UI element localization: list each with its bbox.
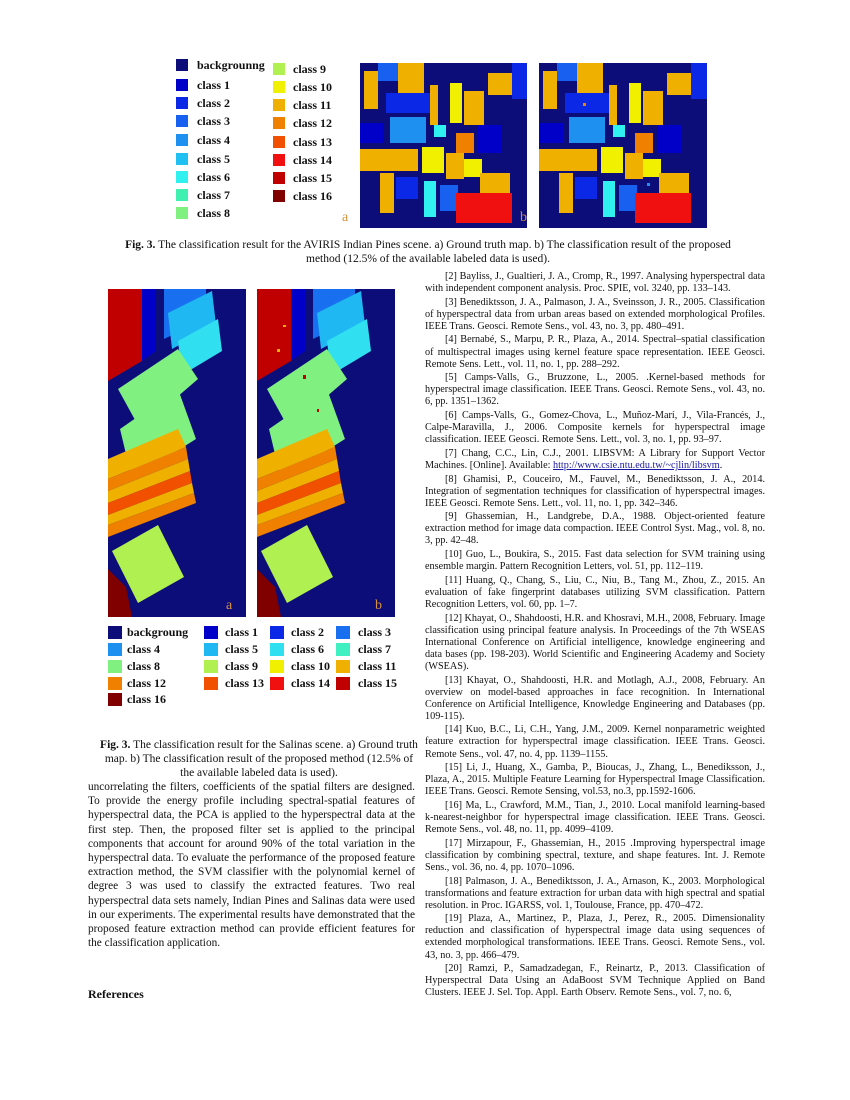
legend-label: class 10: [291, 659, 330, 673]
figure1-label-a: a: [342, 210, 349, 225]
legend-label: backgroung: [127, 625, 189, 639]
reference-item: [19] Plaza, A., Martinez, P., Plaza, J., Perez, R., 2005. Dimensionality reduction and classification of hyperspectral image data using sequences of extended morphological transformations. IEEE Trans. Geosci. Remote Sens., vol. 43, no. 3, pp. 466–479.: [425, 913, 765, 961]
figure1-caption: [108, 238, 748, 266]
legend-label: class 7: [358, 642, 391, 656]
legend-swatch: [108, 693, 122, 706]
legend-swatch: [176, 97, 188, 109]
legend-label: class 15: [358, 676, 397, 690]
legend-swatch: [273, 81, 285, 93]
legend-swatch: [336, 626, 350, 639]
legend-swatch: [273, 154, 285, 166]
legend-label: class 14: [293, 153, 332, 167]
legend-swatch: [204, 626, 218, 639]
reference-item: [3] Benediktsson, J. A., Palmason, J. A., Sveinsson, J. R., 2005. Classification of hyperspectral data from urban areas based on extended morphological Profiles. IEEE Trans. Geosci. Remote Sens., vol. 43, no. 3, pp. 480–491.: [425, 296, 765, 332]
figure1-caption-label: Fig. 3.: [125, 239, 156, 251]
reference-item: [20] Ramzi, P., Samadzadegan, F., Reinartz, P., 2013. Classification of Hyperspectral Data Using an AdaBoost SVM Technique Applied on Band Clusters. IEEE J. Sel. Top. Appl. Earth Observ. Remote Sens., vol. 7, no. 6,: [425, 963, 765, 999]
legend-label: class 2: [291, 625, 324, 639]
legend-label: class 7: [197, 188, 230, 202]
legend-label: class 5: [197, 152, 230, 166]
legend-swatch: [273, 136, 285, 148]
legend-label: class 11: [358, 659, 397, 673]
legend-label: class 14: [291, 676, 330, 690]
legend-label: class 13: [293, 135, 332, 149]
reference-item: [17] Mirzapour, F., Ghassemian, H., 2015 .Improving hyperspectral image classification by combining spectral, texture, and shape features. Int. J. Remote Sens., vol. 36, no. 4, pp. 1070–1096.: [425, 837, 765, 873]
legend-label: class 9: [225, 659, 258, 673]
indian-pines-ground-truth-map: [360, 63, 527, 228]
legend-label: class 9: [293, 62, 326, 76]
body-paragraph: uncorrelating the filters, coefficients of the spatial filters are designed. To provide the energy profile including spectral-spatial features of hyperspectral data, the PCA is applied to the hyperspectral data at the first step. Then, the proposed filter set is applied to the principal components that account for around 90% of the total variation in the hyperspectral data. To evaluate the performance of the proposed feature extraction method, the SVM classifier with the polynomial kernel of degree 3 was used to classify the extracted features. Two real hyperspectral data sets namely, Indian Pines and Salinas data were used in our experiments. The experimental results have demonstrated that the proposed feature extraction method can provide efficient features for the classification application.: [88, 781, 415, 950]
figure1-label-b: b: [520, 210, 527, 225]
reference-item: [425, 448, 765, 472]
reference-item: [16] Ma, L., Crawford, M.M., Tian, J., 2010. Local manifold learning-based k-nearest-neighbor for hyperspectral image classification. IEEE Trans. Geosci. Remote Sens., vol. 48, no. 11, pp. 4099–4109.: [425, 799, 765, 836]
legend-label: class 3: [358, 625, 391, 639]
legend-label: class 16: [127, 692, 166, 706]
legend-swatch: [270, 643, 284, 656]
legend-swatch: [273, 172, 285, 184]
legend-label: class 6: [197, 170, 230, 184]
legend-swatch: [204, 643, 218, 656]
legend-swatch: [176, 134, 188, 146]
reference-item: [8] Ghamisi, P., Couceiro, M., Fauvel, M., Benediktsson, J. A., 2014. Integration of segmentation techniques for classification of hyperspectral images. IEEE Geosci. Remote Sens. Lett., vol. 11, no. 1, pp. 342–346.: [425, 473, 765, 509]
figure2-caption-text: The classification result for the Salinas scene. a) Ground truth map. b) The classification result of the proposed method (12.5% of the available labeled data is used).: [104, 739, 418, 779]
legend-swatch: [273, 117, 285, 129]
legend-swatch: [176, 189, 188, 201]
legend-label: class 4: [127, 642, 160, 656]
references-list: [425, 271, 765, 1014]
legend-swatch: [273, 190, 285, 202]
reference-item: [4] Bernabé, S., Marpu, P. R., Plaza, A., 2014. Spectral–spatial classification of multispectral images using kernel feature space representation. IEEE Geosci. Remote Sens. Lett., vol. 11, no. 1, pp. 288–292.: [425, 334, 765, 370]
legend-label: class 13: [225, 676, 264, 690]
reference-item: [6] Camps-Valls, G., Gomez-Chova, L., Muñoz-Marí, J., Vila-Francés, J., Calpe-Maravilla, J., 2006. Composite kernels for hyperspectral image classification. IEEE Geosci. Remote Sens. Lett., vol. 3, no. 1, pp. 93–97.: [425, 410, 765, 446]
salinas-classification-map: [257, 289, 395, 617]
legend-label: class 12: [127, 676, 166, 690]
indian-pines-classification-map: [539, 63, 707, 228]
references-heading: References: [88, 987, 144, 1001]
reference-item: [2] Bayliss, J., Gualtieri, J. A., Cromp, R., 1997. Analysing hyperspectral data with independent component analysis. Proc. SPIE, vol. 3240, pp. 133–143.: [425, 271, 765, 295]
reference-text: .: [719, 459, 723, 471]
legend-label: class 1: [197, 78, 230, 92]
reference-item: [14] Kuo, B.C., Li, C.H., Yang, J.M., 2009. Kernel nonparametric weighted feature extraction for hyperspectral image classification. IEEE Trans. Geosci. Remote Sens., vol. 47, no. 4, pp. 1139–1155.: [425, 724, 765, 760]
reference-item: [10] Guo, L., Boukira, S., 2015. Fast data selection for SVM training using ensemble margin. Pattern Recognition Letters, vol. 51, pp. 112–119.: [425, 549, 765, 573]
legend-swatch: [108, 626, 122, 639]
salinas-ground-truth-map: [108, 289, 246, 617]
legend-label: class 8: [127, 659, 160, 673]
reference-text: [7] Chang, C.C., Lin, C.J., 2001. LIBSVM: A Library for Support Vector Machines. [Online]. Available:: [425, 447, 765, 471]
legend-swatch: [336, 643, 350, 656]
legend-swatch: [108, 660, 122, 673]
legend-label: backgrounng: [197, 58, 265, 72]
legend-swatch: [204, 660, 218, 673]
legend-swatch: [176, 59, 188, 71]
legend-label: class 5: [225, 642, 258, 656]
legend-swatch: [204, 677, 218, 690]
figure2-caption: [100, 738, 418, 780]
legend-swatch: [176, 153, 188, 165]
legend-label: class 12: [293, 116, 332, 130]
legend-swatch: [270, 677, 284, 690]
legend-label: class 10: [293, 80, 332, 94]
figure2-label-a: a: [226, 598, 233, 613]
legend-swatch: [176, 207, 188, 219]
reference-item: [13] Khayat, O., Shahdoosti, H.R. and Motlagh, A.J., 2008, February. An overview on model-based approaches in face recognition. In International Conference on Artificial Intelligence, Knowledge Engineering and Databases (pp. 109-115).: [425, 674, 765, 722]
legend-swatch: [273, 63, 285, 75]
legend-swatch: [270, 626, 284, 639]
figure1-caption-text: The classification result for the AVIRIS Indian Pines scene. a) Ground truth map. b) The classification result of the proposed method (12.5% of the available labeled data is used).: [155, 239, 731, 265]
figure2-caption-label: Fig. 3.: [100, 739, 131, 751]
legend-label: class 1: [225, 625, 258, 639]
reference-item: [5] Camps-Valls, G., Bruzzone, L., 2005. .Kernel-based methods for hyperspectral image classification. IEEE Trans. Geosci. Remote Sens., vol. 43, no. 6, pp. 1351–1362.: [425, 372, 765, 408]
legend-label: class 3: [197, 114, 230, 128]
legend-swatch: [108, 677, 122, 690]
libsvm-link[interactable]: http://www.csie.ntu.edu.tw/~cjlin/libsvm: [552, 459, 720, 471]
reference-item: [11] Huang, Q., Chang, S., Liu, C., Niu, B., Tang M., Zhou, Z., 2015. An evaluation of fake fingerprint databases utilizing SVM classification. Pattern Recognition Letters, vol. 60, pp. 1–7.: [425, 574, 765, 610]
reference-item: [9] Ghassemian, H., Landgrebe, D.A., 1988. Object-oriented feature extraction method for image data compaction. IEEE Control Syst. Mag., vol. 8, no. 3, pp. 42–48.: [425, 511, 765, 547]
legend-swatch: [176, 171, 188, 183]
legend-label: class 6: [291, 642, 324, 656]
legend-label: class 4: [197, 133, 230, 147]
reference-item: [18] Palmason, J. A., Benediktsson, J. A., Arnason, K., 2003. Morphological transformations and feature extraction for urban data with high spectral and spatial resolution. in Proc. IGARSS, vol. 1, Toulouse, France, pp. 470–472.: [425, 875, 765, 911]
legend-swatch: [176, 79, 188, 91]
reference-item: [12] Khayat, O., Shahdoosti, H.R. and Khosravi, M.H., 2008, February. Image classification using principal feature analysis. In Proceedings of the 7th WSEAS International Conference on Artificial intelligence, knowledge engineering and data bases (pp. 198-203). World Scientific and Engineering Academy and Society (WSEAS).: [425, 612, 765, 672]
figure2-label-b: b: [375, 598, 382, 613]
legend-swatch: [336, 677, 350, 690]
legend-label: class 8: [197, 206, 230, 220]
legend-label: class 16: [293, 189, 332, 203]
legend-swatch: [273, 99, 285, 111]
legend-label: class 15: [293, 171, 332, 185]
legend-swatch: [336, 660, 350, 673]
legend-label: class 2: [197, 96, 230, 110]
legend-swatch: [108, 643, 122, 656]
legend-label: class 11: [293, 98, 332, 112]
legend-swatch: [176, 115, 188, 127]
reference-item: [15] Li, J., Huang, X., Gamba, P., Bioucas, J., Zhang, L., Benediksson, J., Plaza, A., 2015. Multiple Feature Learning for Hyperspectral Image Classification. IEEE Trans. Geosci. Remote Sensing, vol.53, no.3, pp.1592-1606.: [425, 762, 765, 798]
legend-swatch: [270, 660, 284, 673]
